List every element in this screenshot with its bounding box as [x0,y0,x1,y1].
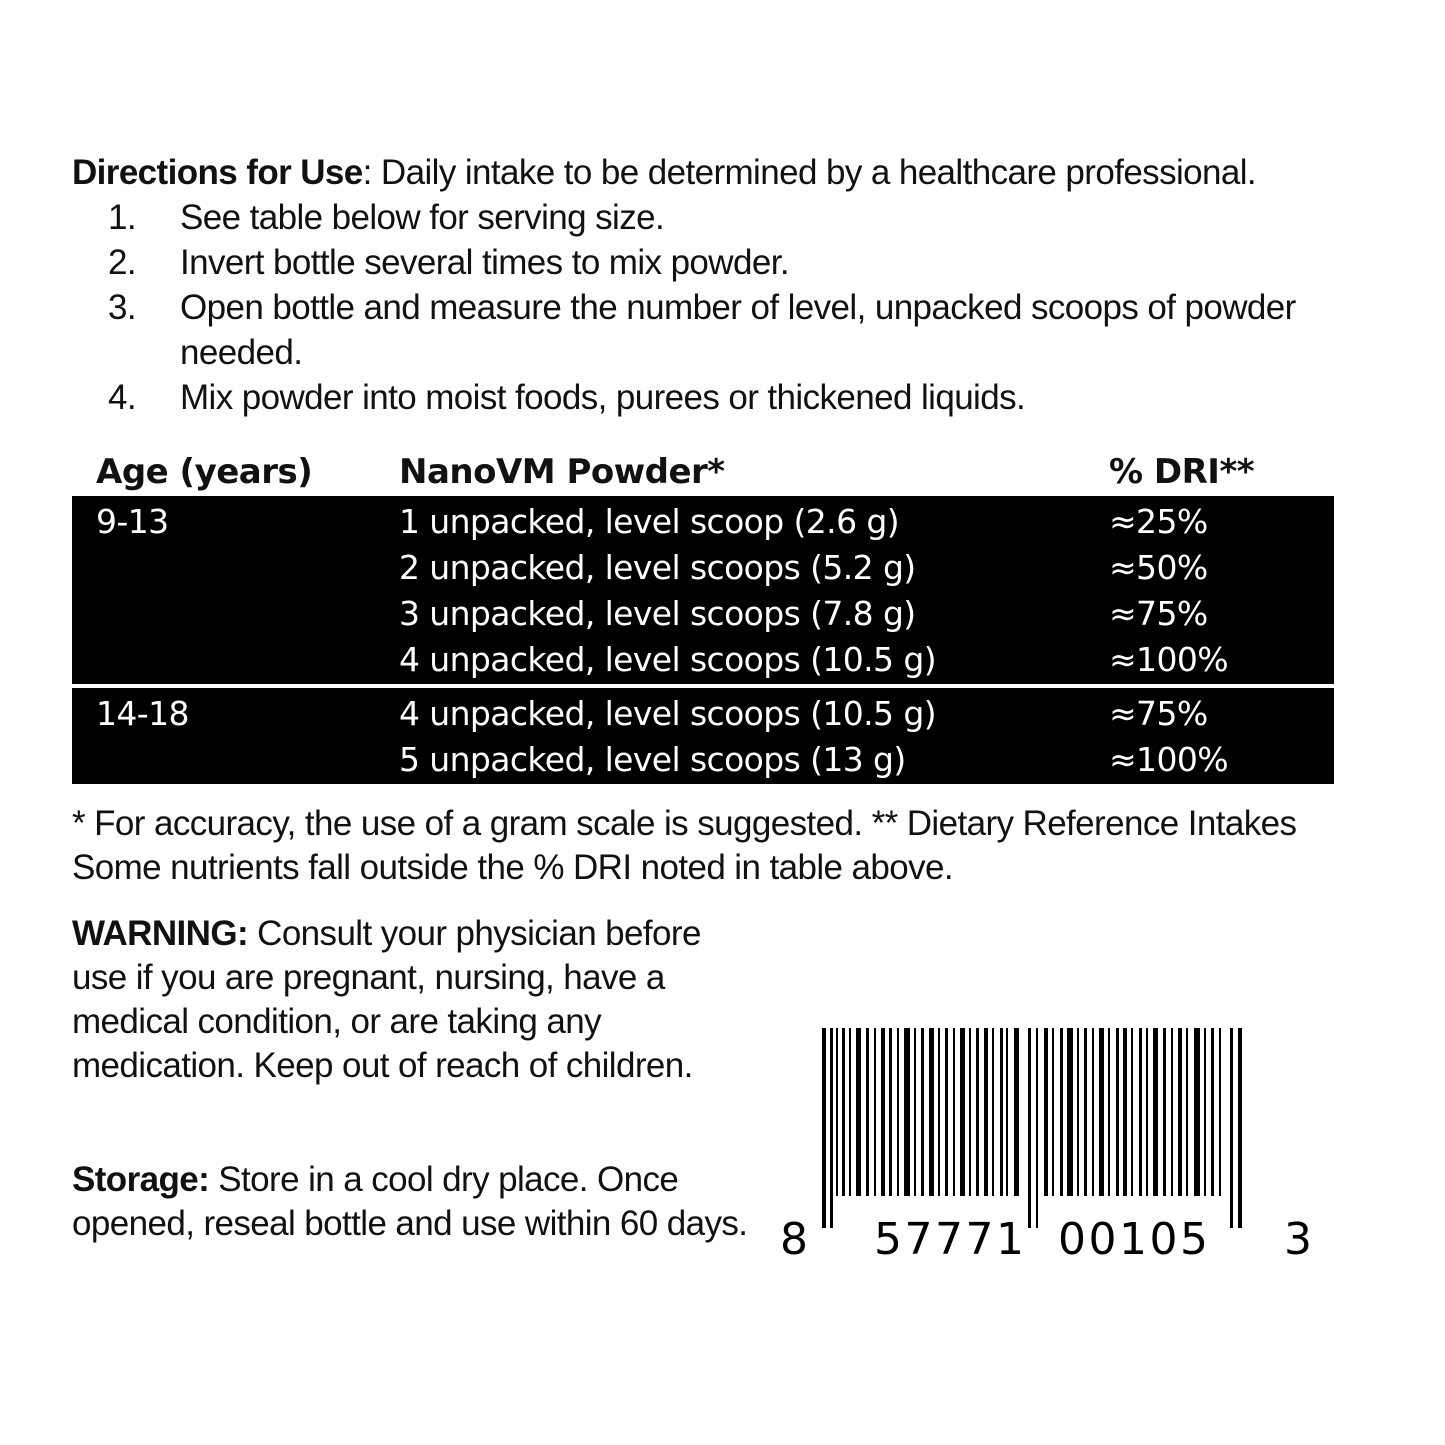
barcode-bar [889,1028,892,1196]
powder-cell: 1 unpacked, level scoop (2.6 g) [399,501,899,541]
barcode-bar [914,1028,916,1196]
step-number: 2. [108,243,136,282]
age-group-9-13 [72,496,1334,684]
barcode-first-digit: 8 [780,1214,808,1258]
barcode-bar [1014,1028,1019,1196]
header-powder: NanoVM Powder* [399,452,725,492]
barcode-bar [822,1028,826,1228]
barcode-bar [969,1028,971,1196]
dri-cell: ≈75% [1109,593,1208,633]
step-text: See table below for serving size. [180,198,665,237]
barcode-bar [904,1028,910,1196]
barcode-bar [856,1028,861,1196]
powder-cell: 4 unpacked, level scoops (10.5 g) [399,693,936,733]
serving-table [72,448,1334,784]
step-text: Open bottle and measure the number of level, unpacked scoops of powder needed. [180,288,1296,372]
barcode-bar [960,1028,965,1196]
barcode-bar [830,1028,833,1228]
barcode-bar [1000,1028,1003,1196]
barcode-bar [836,1028,838,1196]
barcode-bar [1123,1028,1127,1196]
table-row [72,636,1334,682]
storage-text: Store in a cool dry place. Once opened, reseal bottle and use within 60 days. [72,1160,748,1243]
powder-cell: 3 unpacked, level scoops (7.8 g) [399,593,916,633]
barcode-bar [1060,1028,1063,1196]
barcode-bar [874,1028,876,1196]
barcode-bar [897,1028,899,1196]
barcode-bar [1116,1028,1119,1196]
step-text: Invert bottle several times to mix powder. [180,243,789,282]
table-row [72,544,1334,590]
dri-cell: ≈100% [1109,639,1228,679]
directions-intro-text: : Daily intake to be determined by a healthcare professional. [362,153,1257,192]
barcode-bar [1204,1028,1206,1196]
barcode-bar [849,1028,851,1196]
barcode-bar [1238,1028,1242,1228]
step-number: 4. [108,378,136,417]
barcode-right-digits: 00105 [1058,1214,1208,1258]
barcode-bar [842,1028,845,1196]
storage-label: Storage: [72,1160,210,1199]
powder-cell: 5 unpacked, level scoops (13 g) [399,739,906,779]
barcode-bar [992,1028,994,1196]
dri-cell: ≈50% [1109,547,1208,587]
age-cell: 9-13 [96,501,169,541]
barcode-bar [953,1028,955,1196]
directions-intro [72,150,1402,195]
barcode-bar [1067,1028,1073,1196]
warning-label: WARNING: [72,914,249,953]
barcode-bar [866,1028,869,1196]
barcode-bar [1230,1028,1233,1228]
step-number: 1. [108,198,136,237]
barcode-left-digits: 57771 [874,1214,1024,1258]
age-group-14-18 [72,688,1334,784]
barcode-bar [984,1028,988,1196]
directions-section [72,150,1402,420]
table-row [72,498,1334,544]
barcode-bar [1084,1028,1087,1196]
powder-cell: 2 unpacked, level scoops (5.2 g) [399,547,916,587]
step-number: 3. [108,288,136,327]
table-header [72,448,1334,496]
barcode-bar [1186,1028,1188,1196]
barcode-bar [1077,1028,1079,1196]
barcode-bar [1052,1028,1054,1196]
barcode-bars [822,1028,1242,1228]
barcode-bar [1211,1028,1214,1196]
warning-text: Consult your physician before use if you are pregnant, nursing, have a medical condition, or are taking any medication. Keep out of reach of children. [72,914,701,1085]
storage-section [72,1158,762,1246]
barcode [778,1028,1318,1258]
barcode-bar [1099,1028,1104,1196]
barcode-bar [1028,1028,1031,1228]
table-row [72,690,1334,736]
barcode-bar [881,1028,885,1196]
step-item [72,195,1402,240]
powder-cell: 4 unpacked, level scoops (10.5 g) [399,639,936,679]
table-footnote: * For accuracy, the use of a gram scale is suggested. ** Dietary Reference Intakes Some nutrients fall outside the % DRI noted in table above. [72,804,1297,887]
barcode-bar [1108,1028,1110,1196]
barcode-bar [1036,1028,1038,1228]
dri-cell: ≈100% [1109,739,1228,779]
barcode-bar [1163,1028,1166,1196]
barcode-bar [1139,1028,1142,1196]
header-dri: % DRI** [1109,452,1255,492]
barcode-bar [1044,1028,1048,1196]
barcode-bar [1153,1028,1158,1196]
barcode-bar [1219,1028,1221,1196]
barcode-bar [1092,1028,1094,1196]
barcode-bar [1131,1028,1133,1196]
barcode-bar [1194,1028,1200,1196]
dri-cell: ≈75% [1109,693,1208,733]
directions-label: Directions for Use [72,153,363,192]
barcode-last-digit: 3 [1284,1214,1312,1258]
barcode-bar [945,1028,948,1196]
dri-cell: ≈25% [1109,501,1208,541]
barcode-bar [921,1028,924,1196]
step-text: Mix powder into moist foods, purees or thickened liquids. [180,378,1026,417]
barcode-bar [1006,1028,1008,1196]
warning-section [72,912,762,1088]
barcode-bar [929,1028,934,1196]
table-row [72,736,1334,782]
barcode-bar [976,1028,979,1196]
header-age: Age (years) [96,452,313,492]
barcode-bar [938,1028,940,1196]
age-cell: 14-18 [96,693,189,733]
barcode-bar [1171,1028,1173,1196]
table-row [72,590,1334,636]
directions-steps [72,195,1402,420]
barcode-bar [1178,1028,1182,1196]
step-item [72,285,1402,375]
step-item [72,240,1402,285]
step-item [72,375,1402,420]
barcode-bar [1146,1028,1148,1196]
